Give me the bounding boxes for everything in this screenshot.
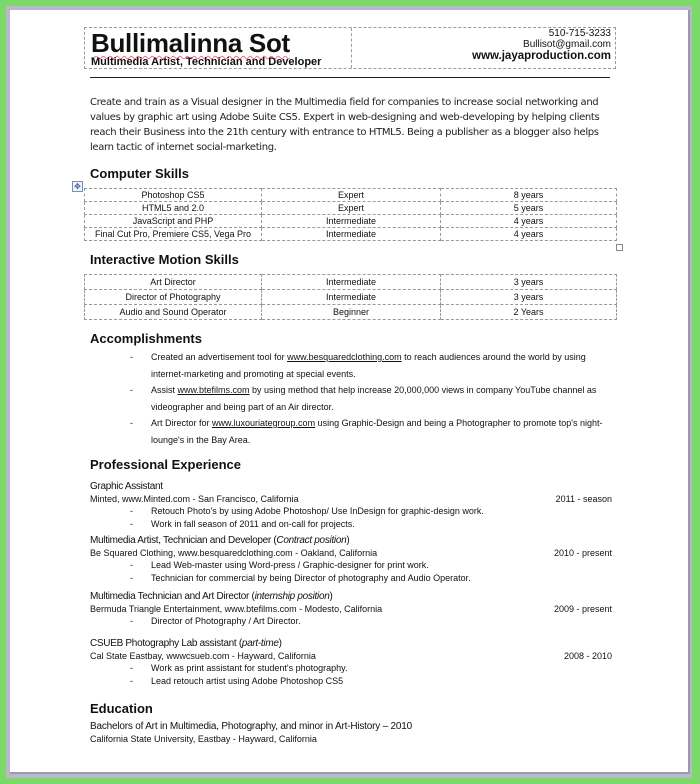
skill-cell: Final Cut Pro, Premiere CS5, Vega Pro (85, 228, 262, 241)
bullet-dash: - (130, 385, 133, 395)
skill-cell: Director of Photography (85, 290, 262, 305)
level-cell: Beginner (262, 305, 441, 320)
job-title: Multimedia Artist, Technician and Developer (Contract position) (90, 535, 350, 546)
motion-skills-heading: Interactive Motion Skills (90, 252, 239, 267)
level-cell: Intermediate (262, 290, 441, 305)
summary-paragraph: Create and train as a Visual designer in the Multimedia field for companies to increase social networking and values by graphic art using Adobe Suite CS5. Expert in web-designing and web-developing by helping clients reach their Business into the 21th century with entrance to HTML5. Being a publisher as a blogger also helps learn tactic of internet social-marketing. (90, 97, 600, 153)
phone-number: 510-715-3233 (548, 28, 611, 39)
table-row (85, 305, 617, 320)
job-point: - Lead retouch artist using Adobe Photoshop CS5 (130, 676, 344, 686)
education-heading: Education (90, 701, 153, 716)
job-note: internship position (254, 591, 330, 602)
job-org: Bermuda Triangle Entertainment, www.btefilms.com - Modesto, California 2009 - present (90, 604, 612, 614)
job-entry (90, 480, 612, 531)
years-cell: 3 years (441, 275, 617, 290)
besquaredclothing-link[interactable]: www.besquaredclothing.com (287, 352, 402, 362)
level-cell: Intermediate (262, 228, 441, 241)
job-org: Cal State Eastbay, wwwcsueb.com - Hayward, California 2008 - 2010 (90, 651, 612, 661)
skill-cell: Audio and Sound Operator (85, 305, 262, 320)
job-entry (90, 590, 612, 628)
contact-block (472, 28, 611, 63)
computer-skills-table (84, 188, 617, 241)
job-point: - Lead Web-master using Word-press / Graphic-designer for print work. (130, 560, 429, 570)
candidate-name: Bullimalinna Sot (91, 28, 290, 58)
job-org: Be Squared Clothing, www.besquaredclothing.com - Oakland, California 2010 - present (90, 548, 612, 558)
motion-skills-table (84, 274, 617, 320)
job-point: - Technician for commercial by being Director of photography and Audio Operator. (130, 573, 471, 583)
job-dates: 2009 - present (553, 604, 612, 614)
years-cell: 2 Years (441, 305, 617, 320)
school: California State University, Eastbay - Hayward, California (90, 734, 317, 744)
skill-cell: HTML5 and 2.0 (85, 202, 262, 215)
skill-cell: Photoshop CS5 (85, 189, 262, 202)
computer-skills-heading: Computer Skills (90, 166, 189, 181)
candidate-subtitle: Multimedia Artist, Technician and Developer (91, 56, 322, 68)
job-org: Minted, www.Minted.com - San Francisco, California 2011 - season (90, 494, 612, 504)
years-cell: 5 years (441, 202, 617, 215)
job-title: CSUEB Photography Lab assistant (part-time) (90, 638, 282, 649)
table-row (85, 275, 617, 290)
education-block (90, 720, 412, 745)
btefilms-link[interactable]: www.btefilms.com (177, 385, 250, 395)
degree: Bachelors of Art in Multimedia, Photography, and minor in Art-History – 2010 (90, 721, 413, 732)
years-cell: 4 years (441, 228, 617, 241)
bullet-dash: - (130, 418, 133, 428)
level-cell: Intermediate (262, 275, 441, 290)
job-point: - Work in fall season of 2011 and on-call for projects. (130, 519, 355, 529)
list-item: - Art Director for www.luxouriategroup.com using Graphic-Design and being a Photographer to promote top's night-lounge's in the Bay Area. (90, 415, 615, 448)
list-item: - Assist www.btefilms.com by using method that help increase 20,000,000 views in company YouTube channel as videographer and being part of an Air director. (90, 382, 615, 415)
years-cell: 4 years (441, 215, 617, 228)
bullet-dash: - (130, 352, 133, 362)
job-note: Contract position (276, 535, 347, 546)
table-row (85, 189, 617, 202)
table-row (85, 215, 617, 228)
header-table (84, 27, 616, 69)
level-cell: Intermediate (262, 215, 441, 228)
table-row (85, 228, 617, 241)
job-point: - Retouch Photo's by using Adobe Photoshop/ Use InDesign for graphic-design work. (130, 506, 484, 516)
email-address[interactable]: Bullisot@gmail.com (523, 39, 611, 50)
table-row (85, 290, 617, 305)
table-move-handle-icon[interactable]: ✥ (72, 181, 83, 192)
job-note: part-time (241, 638, 279, 649)
job-entry (90, 637, 612, 688)
job-entry (90, 534, 612, 585)
table-resize-handle[interactable] (616, 244, 623, 251)
level-cell: Expert (262, 189, 441, 202)
skill-cell: JavaScript and PHP (85, 215, 262, 228)
accomplishments-list (90, 349, 615, 448)
years-cell: 3 years (441, 290, 617, 305)
job-dates: 2011 - season (555, 494, 612, 504)
job-title: Graphic Assistant (90, 481, 163, 492)
luxouriategroup-link[interactable]: www.luxouriategroup.com (212, 418, 316, 428)
skill-cell: Art Director (85, 275, 262, 290)
header-column-divider (351, 28, 352, 68)
years-cell: 8 years (441, 189, 617, 202)
accomplishments-heading: Accomplishments (90, 331, 202, 346)
level-cell: Expert (262, 202, 441, 215)
list-item: - Created an advertisement tool for www.besquaredclothing.com to reach audiences around the world by using internet-marketing and promoting at special events. (90, 349, 615, 382)
job-point: - Director of Photography / Art Director. (130, 616, 301, 626)
job-title: Multimedia Technician and Art Director (internship position) (90, 591, 333, 602)
job-point: - Work as print assistant for student's photography. (130, 663, 348, 673)
experience-heading: Professional Experience (90, 457, 242, 472)
header-rule (90, 77, 610, 78)
job-dates: 2010 - present (553, 548, 612, 558)
table-row (85, 202, 617, 215)
website-link[interactable]: www.jayaproduction.com (472, 50, 611, 62)
job-dates: 2008 - 2010 (563, 651, 612, 661)
